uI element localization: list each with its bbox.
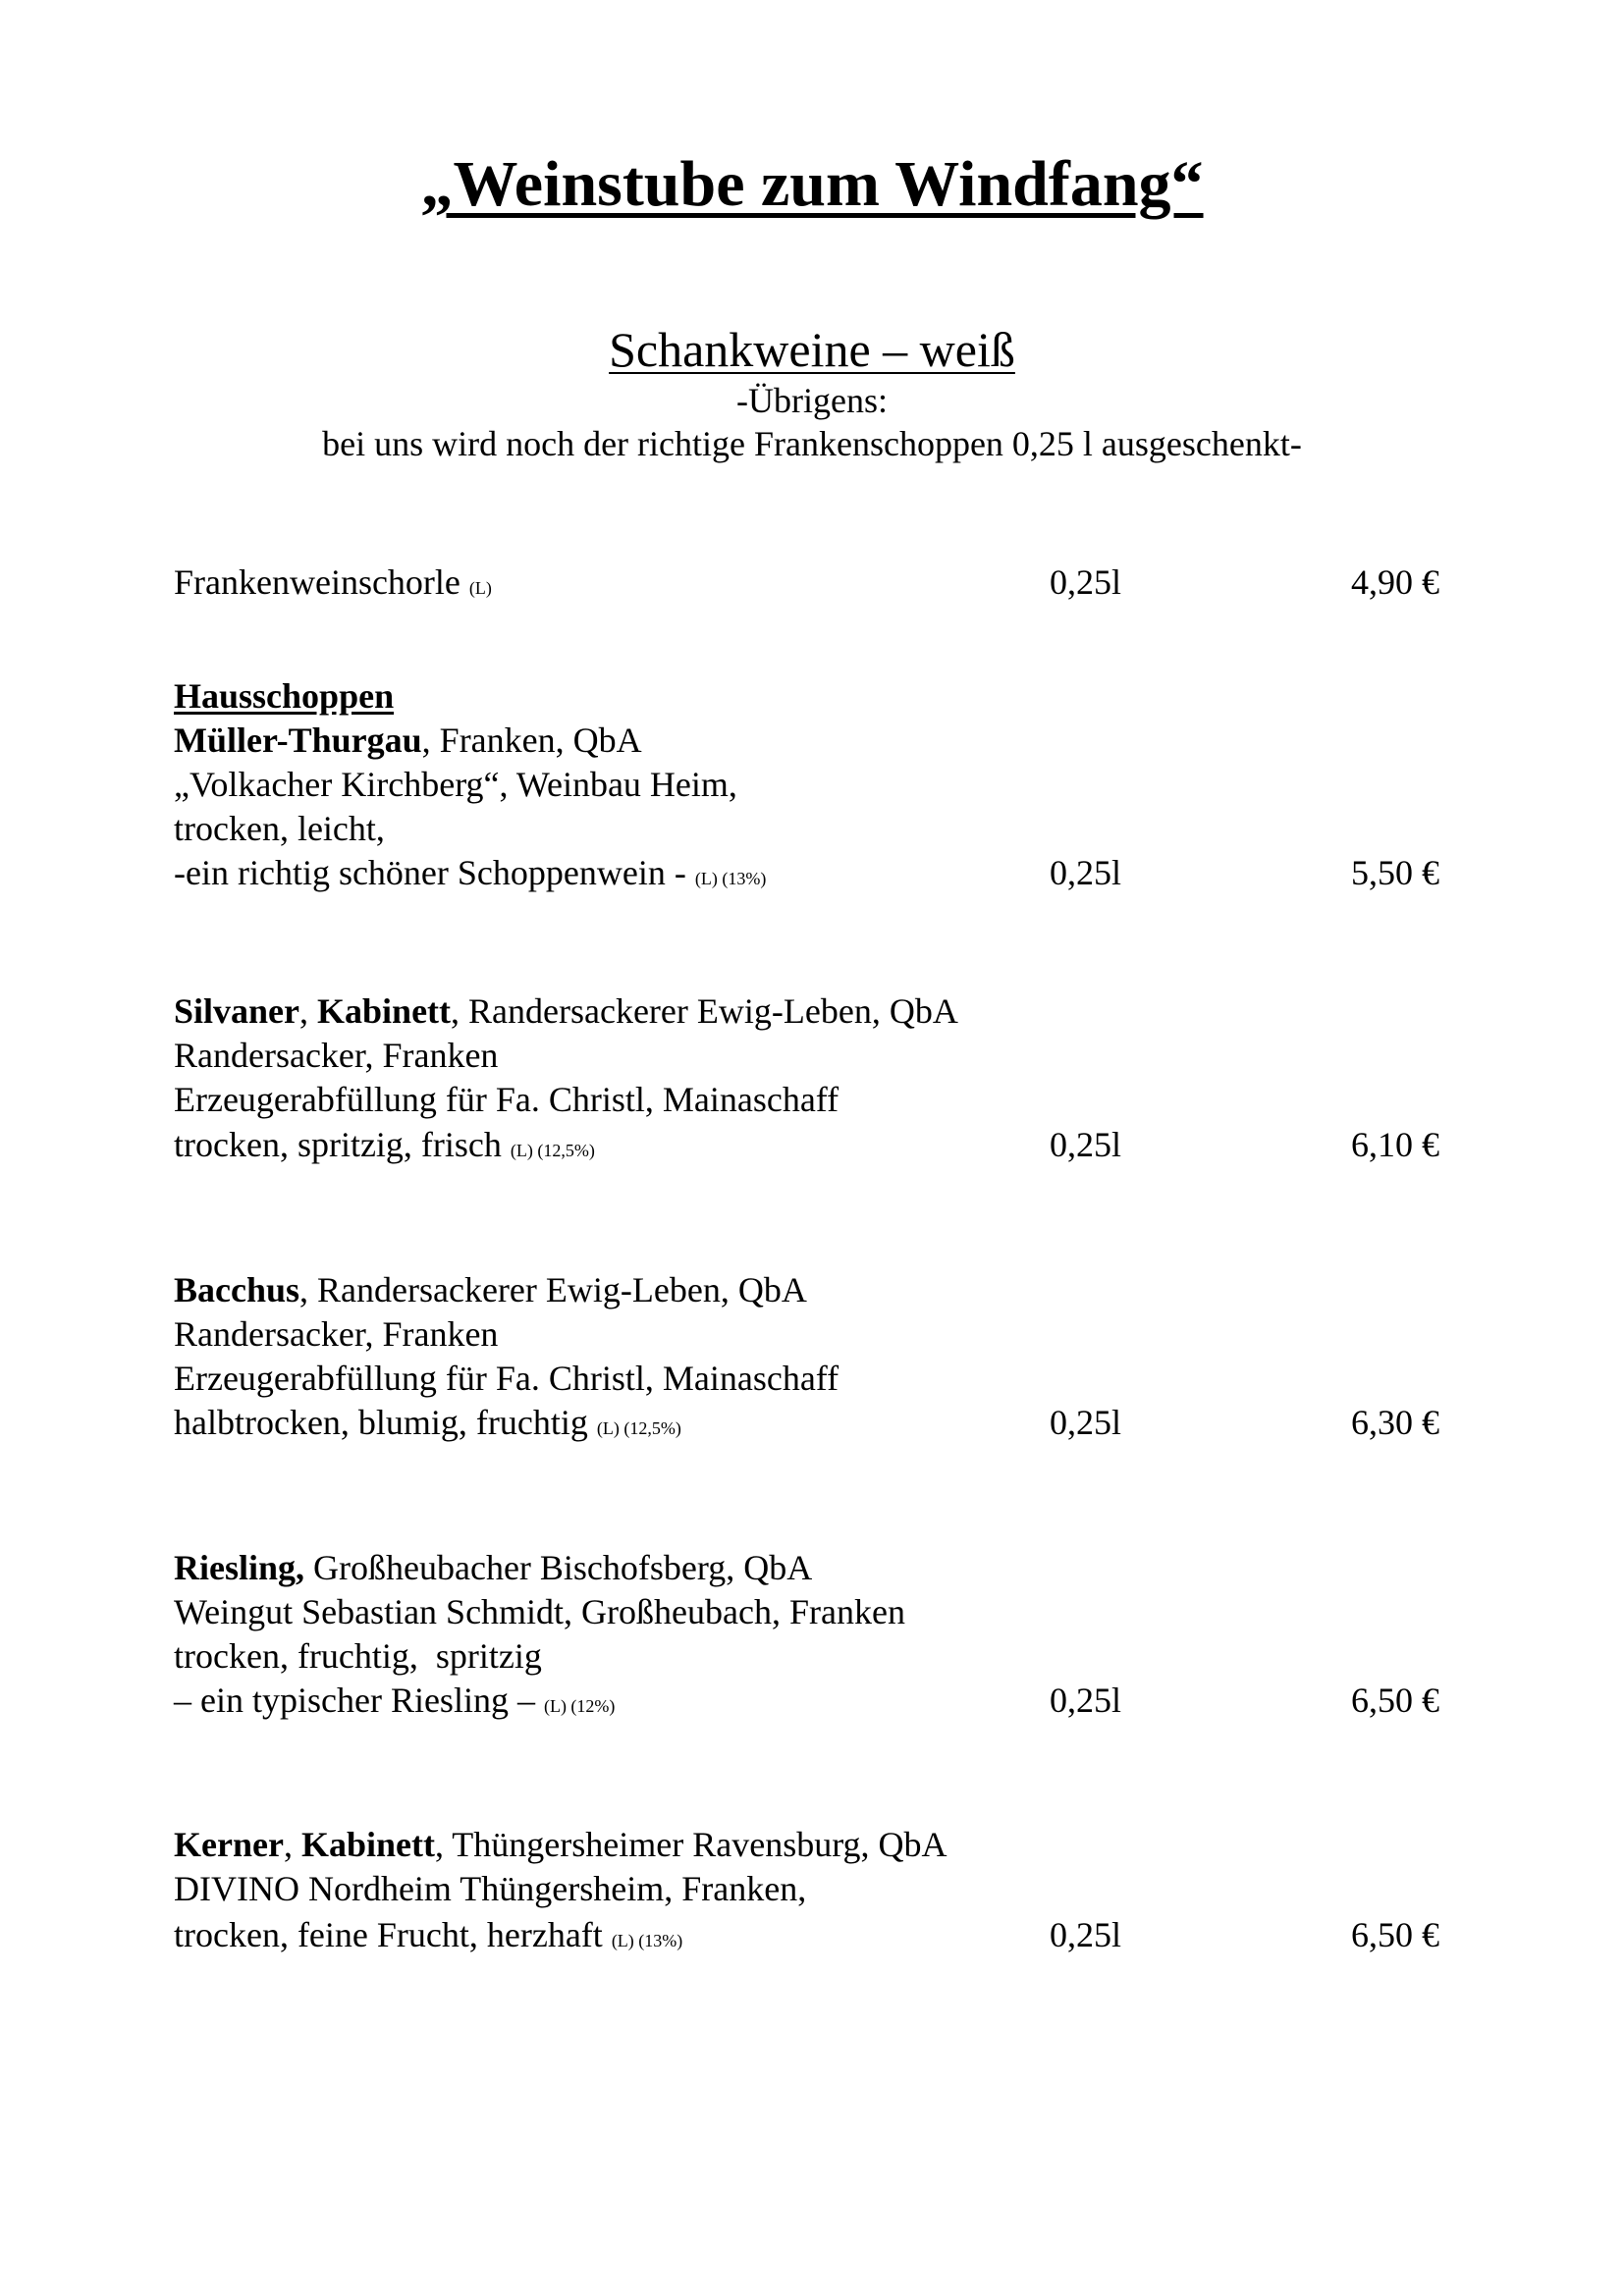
item-separator: ,	[283, 1825, 301, 1864]
item-line	[174, 1823, 947, 1867]
item-line	[174, 1123, 595, 1173]
item-volume: 0,25l	[1050, 1681, 1122, 1720]
section-title	[0, 320, 1624, 379]
note-line-1: -Übrigens:	[736, 381, 888, 420]
item-line	[174, 1401, 681, 1451]
item-quality: Kabinett	[300, 1825, 435, 1864]
item-price: 4,90 €	[1351, 562, 1439, 602]
item-price: 6,50 €	[1351, 1915, 1439, 1954]
item-tags: (L) (12,5%)	[510, 1141, 595, 1160]
item-grape: Riesling,	[174, 1548, 305, 1587]
item-volume: 0,25l	[1050, 1915, 1122, 1954]
item-line: Randersacker, Franken	[174, 1314, 499, 1354]
item-line	[174, 1546, 812, 1590]
item-grape: Silvaner	[174, 991, 300, 1031]
item-grape: Bacchus	[174, 1270, 300, 1309]
item-description: -ein richtig schöner Schoppenwein -	[174, 853, 695, 892]
item-origin: , Thüngersheimer Ravensburg, QbA	[434, 1825, 947, 1864]
item-separator: ,	[299, 991, 318, 1031]
item-line: Erzeugerabfüllung für Fa. Christl, Mainaschaff	[174, 1080, 839, 1119]
item-tags: (L)	[468, 578, 492, 598]
item-tags: (L) (13%)	[611, 1931, 683, 1950]
item-line: Erzeugerabfüllung für Fa. Christl, Mainaschaff	[174, 1359, 839, 1398]
restaurant-title-text: „Weinstube zum Windfang“	[420, 148, 1204, 220]
note-line-2: bei uns wird noch der richtige Frankenschoppen 0,25 l ausgeschenkt-	[322, 424, 1302, 463]
item-origin: , Franken, QbA	[421, 721, 642, 760]
item-origin: , Randersackerer Ewig-Leben, QbA	[299, 1270, 807, 1309]
item-line: „Volkacher Kirchberg“, Weinbau Heim,	[174, 765, 737, 804]
item-tags: (L) (12%)	[543, 1696, 616, 1716]
item-line: trocken, fruchtig, spritzig	[174, 1636, 542, 1676]
item-line: Randersacker, Franken	[174, 1036, 499, 1075]
item-line: trocken, leicht,	[174, 809, 385, 848]
item-volume: 0,25l	[1050, 853, 1122, 892]
item-line	[174, 989, 958, 1034]
item-description: halbtrocken, blumig, fruchtig	[174, 1403, 597, 1442]
item-price: 6,50 €	[1351, 1681, 1439, 1720]
item-line	[174, 561, 492, 611]
item-line	[174, 1268, 807, 1312]
item-quality: Kabinett	[317, 991, 452, 1031]
item-line: Weingut Sebastian Schmidt, Großheubach, Franken	[174, 1592, 905, 1631]
item-grape: Müller-Thurgau	[174, 721, 422, 760]
item-price: 6,10 €	[1351, 1125, 1439, 1164]
item-volume: 0,25l	[1050, 1125, 1122, 1164]
section-title-text: Schankweine – weiß	[609, 322, 1015, 377]
item-name: Frankenweinschorle	[174, 562, 460, 602]
item-line	[174, 1679, 615, 1729]
item-heading: Hausschoppen	[174, 676, 395, 716]
item-origin: , Randersackerer Ewig-Leben, QbA	[451, 991, 958, 1031]
item-description: trocken, spritzig, frisch	[174, 1125, 511, 1164]
restaurant-title	[0, 145, 1624, 224]
item-grape: Kerner	[174, 1825, 284, 1864]
item-volume: 0,25l	[1050, 562, 1122, 602]
item-description: – ein typischer Riesling –	[174, 1681, 544, 1720]
item-origin: Großheubacher Bischofsberg, QbA	[304, 1548, 813, 1587]
item-line	[174, 719, 642, 763]
item-line	[174, 1913, 682, 1963]
item-tags: (L) (13%)	[694, 869, 767, 888]
item-volume: 0,25l	[1050, 1403, 1122, 1442]
item-price: 5,50 €	[1351, 853, 1439, 892]
item-description: trocken, feine Frucht, herzhaft	[174, 1915, 612, 1954]
item-tags: (L) (12,5%)	[596, 1418, 681, 1438]
item-line: DIVINO Nordheim Thüngersheim, Franken,	[174, 1869, 807, 1908]
item-price: 6,30 €	[1351, 1403, 1439, 1442]
item-line	[174, 851, 766, 901]
